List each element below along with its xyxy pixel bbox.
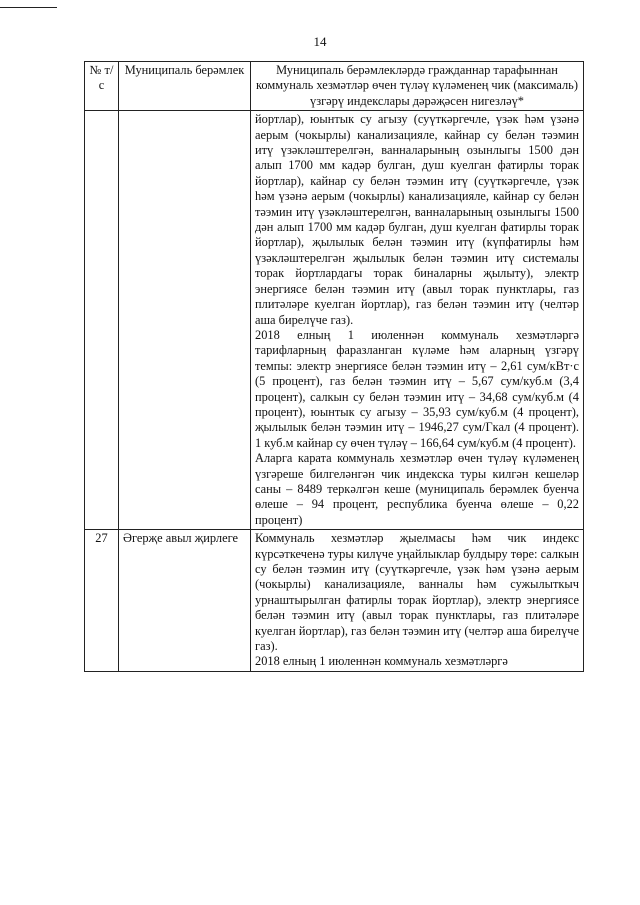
basis-paragraph: 2018 елның 1 июленнән коммуналь хезмәтләргә тарифларның фаразланган күләме һәм аларның үзгәрү темпы: электр энергиясе белән тәэмин итү – 2,61 сум/кВт·с (5 процент), газ белән тәэмин итү – 5,67 сум/куб.м (3,4 процент), салкын су белән тәэмин итү – 34,68 сум/куб.м (4 процент), юынтык су агызу – 35,93 сум/куб.м (4 процент), җылылык белән тәэмин итү – 1946,27 сум/Гкал (4 процент). 1 куб.м кайнар су өчен түләү – 166,64 сум/куб.м (4 процент). <box>255 327 579 450</box>
header-basis: Муниципаль берәмлекләрдә гражданнар тарафыннан коммуналь хезмәтләр өчен түләү күләменең чик (максималь) үзгәрү индекслары дәрәҗәсен нигезләү* <box>251 62 584 111</box>
page-number: 14 <box>313 34 327 49</box>
row-number: 27 <box>85 530 119 672</box>
basis-paragraph: Коммуналь хезмәтләр җыелмасы һәм чик индекс күрсәткеченә туры килүче уңайлыклар булдыру төре: салкын су белән тәэмин итү (суүткәргечле, үзәк һәм үзәнә аерым (чокырлы) канализацияле, ванналы һәм сужылыткыч урнаштырылган фатирлы торак йортлар), электр энергиясе белән тәэмин итү (авыл торак пунктлары, газ плитәләре куелган йортлар), газ белән тәэмин итү (челтәр аша бирелүче газ). <box>255 531 579 654</box>
header-municipality: Муниципаль берәмлек <box>119 62 251 111</box>
row-municipality: Әгерҗе авыл җирлеге <box>119 530 251 672</box>
row-basis <box>251 111 584 530</box>
header-number: № т/с <box>85 62 119 111</box>
table-row <box>85 530 584 672</box>
municipal-index-table <box>84 61 584 672</box>
basis-paragraph: 2018 елның 1 июленнән коммуналь хезмәтләргә <box>255 654 508 669</box>
table-header-row <box>85 62 584 111</box>
basis-paragraph: йортлар), юынтык су агызу (суүткәргечле, үзәк һәм үзәнә аерым (чокырлы) канализацияле, кайнар су белән тәэмин итү үзәкләштерелгән, ванналарының озынлыгы 1500 дән алып 1700 мм кадәр булган, душ куелган фатирлы торак йортлар), кайнар су белән тәэмин итү (суүткәргечле, үзәк һәм үзәнә аерым (чокырлы) канализацияле, кайнар су белән тәэмин итү үзәкләштерелгән, ванналарының озынлыгы 1500 дән алып 1700 мм кадәр булган, душ куелган фатирлы торак йортлар), җылылык белән тәэмин итү (күпфатирлы һәм үзәкләштерелгән җылылык белән тәэмин итү системалы торак йортлардагы торак биналарны җылыту), электр энергиясе белән тәэмин итү (авыл торак пунктлары, газ плитәләре куелган йортлар), газ белән тәэмин итү (челтәр аша бирелүче газ). <box>255 112 579 327</box>
basis-paragraph: Аларга карата коммуналь хезмәтләр өчен түләү күләменең үзгәреше билгеләнгән чик индекска туры килгән кешеләр саны – 8489 теркәлгән кеше (муниципаль берәмлек буенча өлеше – 94 процент, республика буенча өлеше – 0,22 процент) <box>255 451 579 527</box>
row-number <box>85 111 119 530</box>
row-basis <box>251 530 584 672</box>
table-row <box>85 111 584 530</box>
row-municipality <box>119 111 251 530</box>
top-rule <box>0 7 57 8</box>
